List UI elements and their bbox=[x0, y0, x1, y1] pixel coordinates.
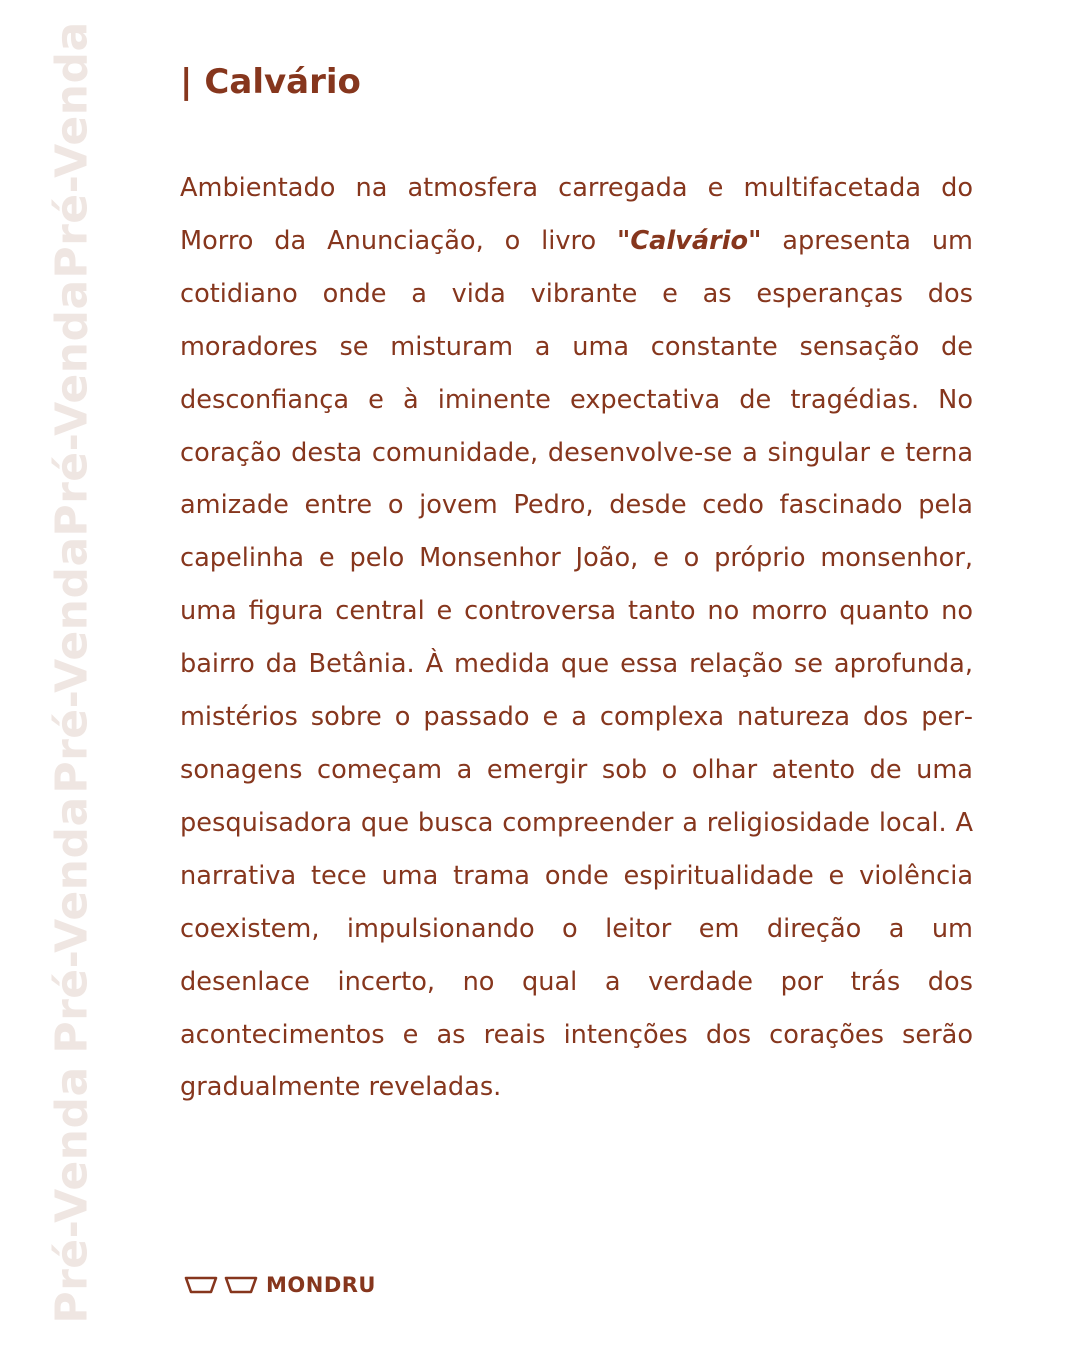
watermark-label: Pré-Venda bbox=[46, 279, 98, 537]
synopsis-part-2: apresenta um cotidiano onde a vida vibrante e as esperanças dos moradores se misturam a uma constante sensação de desconfiança e à iminente expectativa de tragédias. No coração desta comunidade, desenvolve-se a singular e terna amizade entre o jovem Pedro, desde cedo fascinado pela capelinha e pelo Monsenhor João, e o próprio monsenhor, uma figura central e controversa tanto no morro quanto no bairro da Betânia. À medida que essa relação se aprofunda, mistérios sobre o passado e a complexa natureza dos personagens começam a emergir sob o olhar atento de uma pesquisadora que busca compreender a religiosidade local. A narrativa tece uma trama onde espiritualidade e violência coexistem, impulsionando o leitor em direção a um desenlace incerto, no qual a verdade por trás dos acontecimentos e as reais intenções dos corações serão gradualmente reveladas. bbox=[180, 225, 973, 1103]
book-synopsis bbox=[180, 162, 973, 1114]
watermark-label: Pré-Venda bbox=[46, 21, 98, 279]
brand-name: MONDRU bbox=[266, 1273, 376, 1297]
watermark-label: Pré-Venda bbox=[46, 1066, 98, 1324]
watermark-label: Pré-Venda bbox=[46, 536, 98, 794]
page-title bbox=[180, 62, 361, 102]
synopsis-part-1: Ambientado na atmosfera carregada e multifacetada do Morro da Anunciação, o livro bbox=[180, 173, 973, 256]
watermark-label: Pré-Venda bbox=[46, 796, 98, 1054]
book-title-emphasis: "Calvário" bbox=[616, 225, 762, 256]
title-text: Calvário bbox=[204, 62, 361, 102]
mondru-logo-icon bbox=[184, 1275, 258, 1295]
side-watermark bbox=[0, 0, 130, 1350]
brand-footer bbox=[184, 1273, 376, 1297]
title-bar: | bbox=[180, 62, 193, 102]
